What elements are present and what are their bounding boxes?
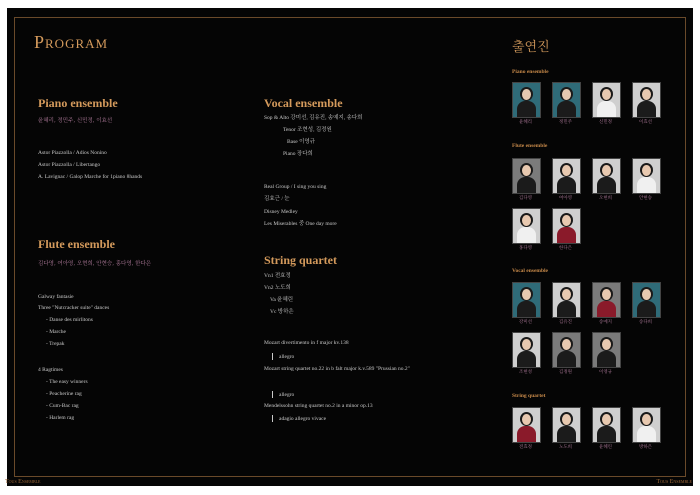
flute-piece: Three "Nutcracker suite" dances [38,305,110,311]
vocal-piece: Real Group / I sing you sing [264,184,327,190]
performer-photo: 여아영 [552,158,579,192]
flute-piece: - Marche [46,329,67,335]
performer-photo: 노도희 [552,407,579,441]
string-piece-title: Mozart divertimento in f major kv.138 [264,340,349,346]
performer-photo: 홍다영 [512,208,539,242]
piano-piece: Astor Piazzolla / Adios Nonino [38,150,107,156]
performer-photo: 신민정 [592,82,619,116]
performer-photo: 정민주 [552,82,579,116]
flute-piece: - The easy winners [46,379,88,385]
vocal-heading: Vocal ensemble [264,96,343,110]
performers-section-label: Piano ensemble [512,69,549,75]
string-member: Vn1 전효정 [264,273,291,279]
performer-photo: 김정원 [552,332,579,366]
string-piece-title: Mendelssohn string quartet no.2 in a minor op.13 [264,403,373,409]
flute-piece: Galway fantasie [38,294,74,300]
flute-piece: - Trepak [46,341,65,347]
performer-photo: 전효정 [512,407,539,441]
string-member: Va 윤혜린 [270,297,294,303]
performer-photo: 김다영 [512,158,539,192]
performer-photo: 한다은 [552,208,579,242]
flute-piece: 4 Ragtimes [38,367,63,373]
footer-left: Tous Ensemble [5,479,41,485]
piano-members: 윤혜리, 정민주, 신민정, 이효선 [38,118,113,124]
performer-photo: 이효선 [632,82,659,116]
footer-right: Tous Ensemble [656,479,692,485]
performer-photo: 오현희 [592,158,619,192]
flute-piece: - Harlem rag [46,415,75,421]
performer-photo: 윤혜리 [512,82,539,116]
flute-piece: - Cum-Bac rag [46,403,79,409]
performers-section-label: String quartet [512,393,546,399]
vocal-piece: Disney Medley [264,209,298,215]
string-piece-title: Mozart string quartet no.22 in b falt major k.v.589 "Prussian no.2" [264,366,410,372]
performer-photo: 송다희 [632,282,659,316]
performers-title: 출연진 [512,40,550,55]
vocal-role: Base 이영규 [287,139,316,145]
flute-heading: Flute ensemble [38,237,115,251]
vocal-role: Piano 장다희 [283,151,313,157]
performer-photo: 송예지 [592,282,619,316]
performer-photo: 조현성 [512,332,539,366]
flute-piece: - Danse des mirlitons [46,317,93,323]
performer-photo: 안현승 [632,158,659,192]
piano-piece: A. Lavignac / Galop Marche for 1piano 8hands [38,174,143,180]
performers-section-label: Vocal ensemble [512,268,549,274]
piano-piece: Astor Piazzolla / Libertango [38,162,101,168]
performer-photo: 강미선 [512,282,539,316]
vocal-role: Sop & Alto 강미선, 김유진, 송예지, 송다희 [264,115,363,121]
performer-photo: 윤혜린 [592,407,619,441]
performer-photo: 이영규 [592,332,619,366]
flute-members: 김다영, 여아영, 오현희, 안현승, 홍다영, 한다은 [38,261,152,267]
string-movement: allegro [272,353,294,360]
performer-photo: 김유진 [552,282,579,316]
vocal-piece: 김효근 / 눈 [264,196,290,202]
vocal-piece: Les Miserables 중 One day more [264,221,337,227]
string-heading: String quartet [264,253,337,267]
performer-photo: 방하은 [632,407,659,441]
string-member: Vc 방하은 [270,309,294,315]
performers-section-label: Flute ensemble [512,143,548,149]
page-title: Program [34,32,109,52]
piano-heading: Piano ensemble [38,96,118,110]
string-movement: allegro [272,391,294,398]
flute-piece: - Peacherine rag [46,391,82,397]
string-movement: adagio allegro vivace [272,415,326,422]
vocal-role: Tenor 조현성, 김정원 [283,127,332,133]
string-member: Vn2 노도희 [264,285,291,291]
